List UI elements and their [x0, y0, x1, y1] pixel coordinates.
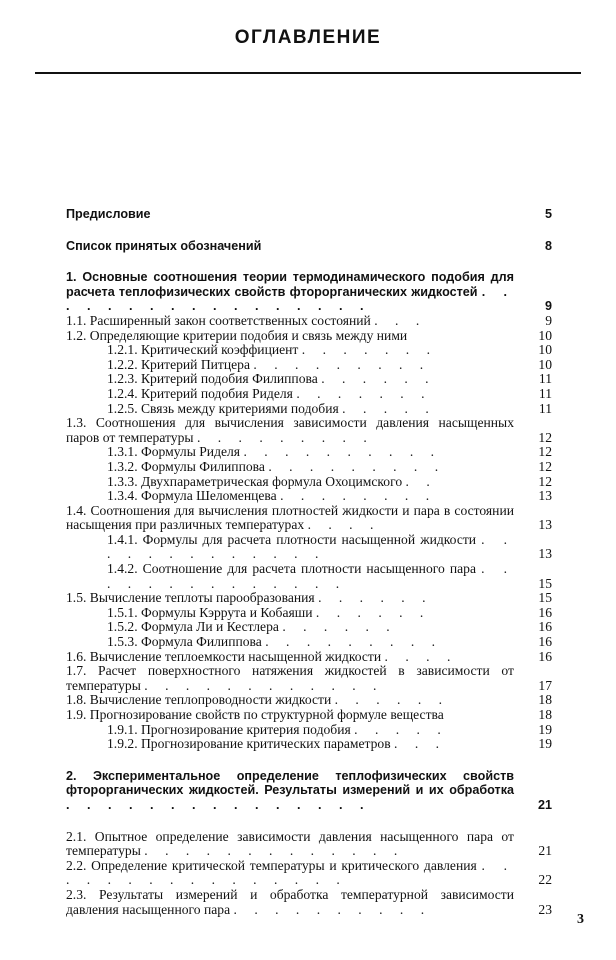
- toc-entry[interactable]: [66, 635, 552, 650]
- toc-entry[interactable]: [66, 402, 552, 417]
- toc-entry-page: 16: [538, 634, 552, 650]
- toc-entry-page: 11: [538, 400, 552, 416]
- toc-entry-title: [66, 270, 552, 314]
- toc-entry-title: [66, 723, 552, 738]
- dot-leader: . .: [405, 473, 437, 489]
- toc-entry-title: [66, 314, 552, 329]
- toc-entry[interactable]: [66, 606, 552, 621]
- toc-entry-page: 19: [538, 736, 552, 752]
- toc-entry[interactable]: [66, 270, 552, 314]
- toc-entry-title: [66, 650, 552, 665]
- toc-entry-title: [66, 635, 552, 650]
- toc-entry-text: 1.3.2. Формулы Филиппова: [107, 458, 265, 474]
- toc-entry-title: [66, 620, 552, 635]
- toc-entry[interactable]: [66, 358, 552, 373]
- toc-entry-title: [66, 343, 552, 358]
- toc-entry[interactable]: [66, 830, 552, 859]
- toc-entry-page: 21: [538, 843, 552, 859]
- toc-entry-text: 1.2.4. Критерий подобия Риделя: [107, 385, 293, 401]
- toc-entry-title: [66, 888, 552, 917]
- toc-entry-text: 1.5.2. Формула Ли и Кестлера: [107, 619, 279, 635]
- toc-entry-text: 1.2.1. Критический коэффициент: [107, 342, 299, 358]
- toc-entry-page: 5: [544, 207, 552, 221]
- toc-entry-title: [66, 489, 552, 504]
- toc-entry-title: [66, 329, 552, 344]
- toc-entry[interactable]: [66, 460, 552, 475]
- dot-leader: . . . . . . . . . . . . .: [144, 843, 405, 859]
- toc-entry-page: 11: [538, 385, 552, 401]
- toc-entry-page: 12: [538, 473, 552, 489]
- toc-entry[interactable]: [66, 504, 552, 533]
- dot-leader: . . . . . .: [321, 371, 436, 387]
- dot-leader: . . . . . . . . . . . . . . .: [66, 797, 371, 812]
- toc-entry-title: [66, 239, 552, 254]
- toc-entry-page: 10: [538, 342, 552, 358]
- toc-entry-text: 2.2. Определение критической температуры и критического давления: [66, 857, 477, 873]
- toc-entry-title: [66, 475, 552, 490]
- toc-entry-text: 1.2. Определяющие критерии подобия и связь между ними: [66, 327, 408, 343]
- table-of-contents: [66, 207, 552, 917]
- toc-entry[interactable]: [66, 343, 552, 358]
- dot-leader: . . . . . . . . . . . .: [144, 677, 384, 693]
- dot-leader: . . . . . . . . . . . . . .: [107, 561, 514, 591]
- toc-entry-title: [66, 416, 552, 445]
- dot-leader: . . . . .: [342, 400, 436, 416]
- toc-entry-page: 11: [538, 371, 552, 387]
- toc-entry-page: 12: [538, 444, 552, 460]
- dot-leader: . . . . . . . . . . . . .: [107, 531, 514, 562]
- dot-leader: . . . . . . . . .: [265, 634, 443, 650]
- toc-entry-page: 10: [538, 356, 552, 372]
- toc-entry-title: [66, 769, 552, 813]
- toc-entry-text: 1.5.3. Формула Филиппова: [107, 634, 262, 650]
- toc-entry[interactable]: [66, 737, 552, 752]
- toc-entry-title: [66, 372, 552, 387]
- toc-entry[interactable]: [66, 664, 552, 693]
- toc-entry-title: [66, 460, 552, 475]
- toc-entry-page: 13: [538, 546, 552, 562]
- toc-entry-text: 2. Экспериментальное определение теплофизических свойств фторорганических жидкостей. Результаты измерений и их обработка: [66, 768, 514, 798]
- toc-entry[interactable]: [66, 562, 552, 591]
- dot-leader: . . . . .: [354, 721, 448, 737]
- toc-entry-title: [66, 445, 552, 460]
- toc-entry-page: 8: [544, 238, 552, 253]
- toc-entry-text: 1.2.5. Связь между критериями подобия: [107, 400, 339, 416]
- dot-leader: . . . . . . . . .: [268, 458, 446, 474]
- toc-entry[interactable]: [66, 314, 552, 329]
- toc-entry[interactable]: [66, 207, 552, 222]
- page-title: ОГЛАВЛЕНИЕ: [234, 27, 382, 48]
- toc-entry-text: 1.9.1. Прогнозирование критерия подобия: [107, 721, 351, 737]
- dot-leader: . . . . . . . . . . . . . . . . .: [66, 284, 514, 314]
- toc-entry-title: [66, 664, 552, 693]
- toc-entry-text: 1.5.1. Формулы Кэррута и Кобаяши: [107, 604, 313, 620]
- toc-entry-page: 16: [538, 604, 552, 620]
- toc-entry[interactable]: [66, 888, 552, 917]
- toc-entry-text: 1.9.2. Прогнозирование критических параметров: [107, 736, 391, 752]
- toc-entry-page: 23: [538, 901, 552, 917]
- toc-entry-text: 1.2.3. Критерий подобия Филиппова: [107, 371, 318, 387]
- section-gap: [66, 752, 552, 769]
- toc-entry[interactable]: [66, 239, 552, 254]
- toc-entry-title: [66, 693, 552, 708]
- toc-entry-page: 16: [538, 648, 552, 664]
- toc-entry-text: 1.6. Вычисление теплоемкости насыщенной жидкости: [66, 648, 382, 664]
- toc-entry-title: [66, 358, 552, 373]
- toc-entry[interactable]: [66, 387, 552, 402]
- toc-entry-title: [66, 606, 552, 621]
- toc-entry-title: [66, 387, 552, 402]
- toc-entry[interactable]: [66, 416, 552, 445]
- toc-entry-page: 22: [538, 872, 552, 888]
- dot-leader: . . . . . . . . .: [253, 356, 431, 372]
- toc-entry-title: [66, 402, 552, 417]
- toc-entry[interactable]: [66, 620, 552, 635]
- toc-entry-title: [66, 562, 552, 591]
- toc-entry[interactable]: [66, 591, 552, 606]
- toc-entry-page: 19: [538, 721, 552, 737]
- toc-entry-text: 1.3.3. Двухпараметрическая формула Охоцимского: [107, 473, 403, 489]
- section-gap: [66, 253, 552, 270]
- toc-entry[interactable]: [66, 723, 552, 738]
- page-number: 3: [577, 912, 584, 927]
- toc-entry-text: 1.5. Вычисление теплоты парообразования: [66, 590, 315, 606]
- toc-entry-text: 1.4. Соотношения для вычисления плотностей жидкости и пара в состоянии насыщения при различных температурах: [66, 502, 514, 533]
- dot-leader: . . . . . . . .: [280, 488, 437, 504]
- toc-entry[interactable]: [66, 650, 552, 665]
- toc-entry-page: 15: [538, 575, 552, 591]
- toc-entry[interactable]: [66, 445, 552, 460]
- dot-leader: . . . . . . .: [296, 385, 432, 401]
- toc-entry[interactable]: [66, 859, 552, 888]
- toc-entry-page: 12: [538, 429, 552, 445]
- toc-entry-title: [66, 591, 552, 606]
- toc-entry-title: [66, 533, 552, 562]
- toc-entry[interactable]: [66, 533, 552, 562]
- toc-entry-text: 1.8. Вычисление теплопроводности жидкости: [66, 692, 332, 708]
- dot-leader: . . . . . . . . .: [196, 429, 374, 445]
- dot-leader: . . .: [394, 736, 447, 752]
- dot-leader: . . . . . .: [334, 692, 450, 708]
- toc-entry[interactable]: [66, 693, 552, 708]
- toc-entry-title: [66, 504, 552, 533]
- dot-leader: . . . . . . . . . .: [243, 444, 442, 460]
- toc-entry-page: 18: [538, 707, 552, 722]
- toc-entry-text: 1.9. Прогнозирование свойств по структурной формуле вещества: [66, 707, 444, 722]
- toc-entry-text: 1.4.1. Формулы для расчета плотности насыщенной жидкости: [107, 531, 477, 547]
- dot-leader: . . . . . .: [318, 590, 433, 606]
- toc-entry-title: [66, 859, 552, 888]
- dot-leader: . . . . . . .: [301, 342, 437, 358]
- title-divider: [35, 72, 581, 74]
- toc-entry[interactable]: [66, 708, 552, 723]
- toc-entry-page: 18: [538, 692, 552, 708]
- toc-entry-text: 1.3. Соотношения для вычисления зависимости давления насыщенных паров от температуры: [66, 415, 514, 445]
- toc-entry-page: 13: [538, 517, 552, 533]
- toc-entry-page: 17: [538, 677, 552, 693]
- toc-entry-page: 10: [538, 327, 552, 343]
- dot-leader: . . . . . . . . . . . . . . . .: [66, 857, 515, 888]
- toc-entry-page: 15: [538, 590, 552, 606]
- toc-entry-text: 1. Основные соотношения теории термодинамического подобия для расчета теплофизических свойств фторорганических жидкостей: [66, 270, 514, 299]
- toc-entry-page: 13: [538, 488, 552, 504]
- toc-entry-title: [66, 737, 552, 752]
- toc-entry[interactable]: [66, 372, 552, 387]
- toc-entry-text: Предисловие: [66, 207, 151, 221]
- toc-entry-text: Список принятых обозначений: [66, 238, 262, 253]
- toc-entry-text: 2.3. Результаты измерений и обработка температурной зависимости давления насыщенного пара: [66, 886, 514, 917]
- dot-leader: . . .: [374, 312, 427, 328]
- toc-entry-page: 16: [538, 619, 552, 635]
- toc-entry-text: 1.4.2. Соотношение для расчета плотности насыщенного пара: [107, 561, 477, 577]
- toc-entry-text: 1.3.4. Формула Шеломенцева: [107, 488, 277, 504]
- section-gap: [66, 222, 552, 239]
- toc-entry[interactable]: [66, 329, 552, 344]
- toc-entry-text: 1.7. Расчет поверхностного натяжения жидкостей в зависимости от температуры: [66, 663, 514, 693]
- dot-leader: . . . .: [384, 648, 458, 664]
- toc-entry-text: 1.1. Расширенный закон соответственных состояний: [66, 312, 371, 328]
- dot-leader: . . . . . .: [282, 619, 397, 635]
- dot-leader: . . . .: [307, 517, 381, 533]
- toc-entry[interactable]: [66, 475, 552, 490]
- dot-leader: . . . . . . . . . .: [233, 901, 432, 917]
- toc-entry-text: 1.3.1. Формулы Риделя: [107, 444, 241, 460]
- toc-entry-title: [66, 708, 552, 723]
- toc-entry-text: 2.1. Опытное определение зависимости давления насыщенного пара от температуры: [66, 828, 514, 859]
- toc-entry-page: 12: [538, 458, 552, 474]
- toc-entry-text: 1.2.2. Критерий Питцера: [107, 356, 251, 372]
- toc-entry-title: [66, 207, 552, 222]
- toc-entry[interactable]: [66, 769, 552, 813]
- toc-entry-page: 9: [545, 312, 552, 328]
- section-gap: [66, 813, 552, 830]
- toc-entry-page: 21: [537, 797, 552, 812]
- toc-entry-title: [66, 830, 552, 859]
- dot-leader: . . . . . .: [315, 604, 431, 620]
- toc-entry-page: 9: [544, 299, 552, 314]
- toc-entry[interactable]: [66, 489, 552, 504]
